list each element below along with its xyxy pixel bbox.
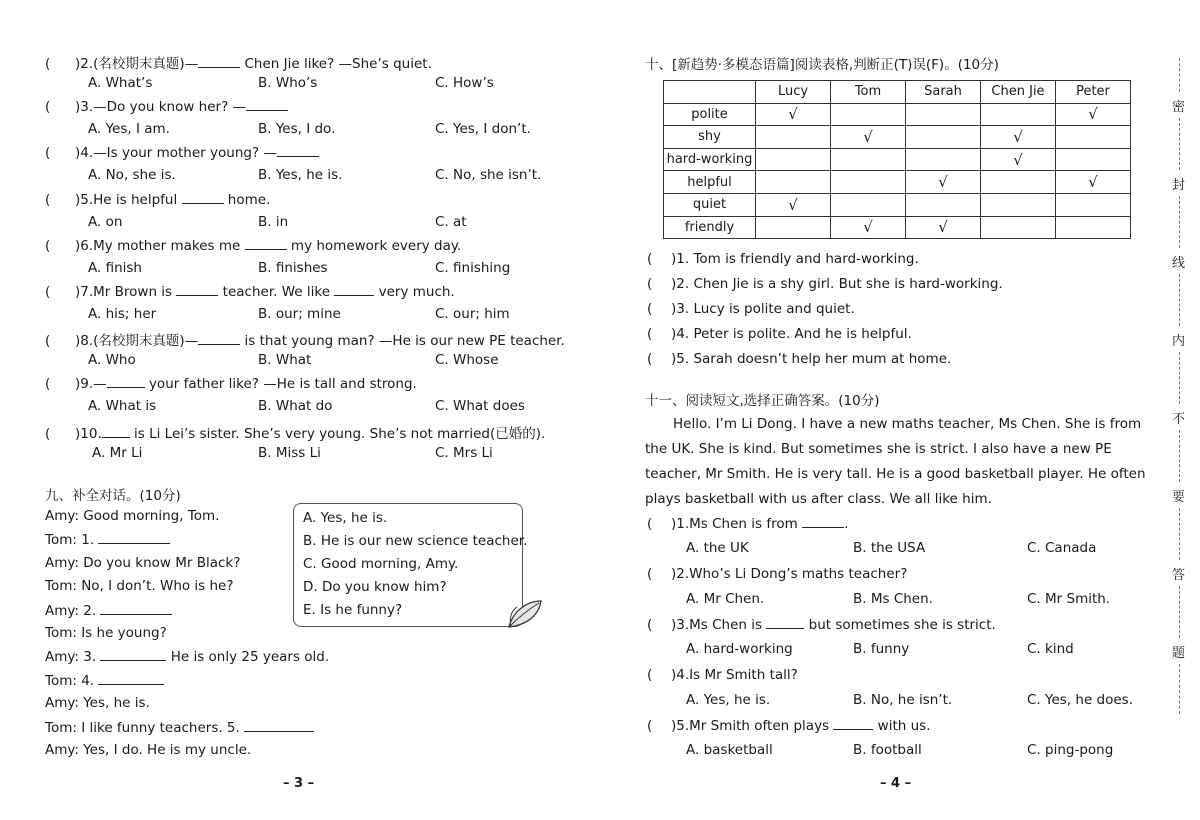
answer-paren: ( [45, 99, 51, 116]
seal-line-char: 题 [1172, 646, 1186, 661]
table-row [664, 103, 1131, 126]
option-c: C. Canada [1027, 540, 1097, 556]
check-mark-icon: √ [938, 218, 948, 237]
table-cell [981, 148, 1056, 171]
seal-line-char: 密 [1172, 100, 1186, 115]
question-row [45, 329, 565, 349]
answer-paren: ( [45, 333, 51, 350]
dialogue-line [45, 672, 164, 689]
table-row [664, 126, 1131, 149]
table-row [664, 193, 1131, 216]
column-header: Lucy [756, 81, 831, 104]
dialogue-text: Tom: 1. [45, 532, 99, 549]
dialogue-line [45, 578, 234, 594]
answer-paren: ( [45, 56, 51, 72]
dialogue-text: Amy: 3. [45, 649, 101, 666]
option-c: C. Mrs Li [435, 444, 493, 461]
option-a: A. What is [88, 398, 157, 415]
column-header: Chen Jie [981, 81, 1056, 104]
option-a: A. Yes, I am. [88, 121, 170, 138]
seal-line-dash [1179, 274, 1180, 326]
question-text: Ms Chen is from [689, 516, 803, 532]
question-text: He is helpful [93, 191, 182, 208]
option-c: C. How’s [435, 75, 494, 91]
question-text: very much. [374, 284, 455, 300]
table-cell [831, 103, 906, 126]
question-row [45, 422, 545, 442]
table-cell [906, 126, 981, 149]
option-b: B. our; mine [258, 306, 341, 322]
check-mark-icon: √ [1088, 173, 1098, 192]
question-row [647, 616, 996, 633]
option-e: E. Is he funny? [303, 602, 403, 618]
question-text: Chen Jie like? —She’s quiet. [240, 56, 432, 72]
question-text: but sometimes she is strict. [804, 617, 996, 634]
table-cell [981, 216, 1056, 239]
check-mark-icon: √ [788, 105, 798, 124]
table-cell [756, 216, 831, 239]
table-cell [906, 148, 981, 171]
answer-paren: ( [647, 617, 653, 634]
option-c: C. Yes, I don’t. [435, 121, 531, 138]
option-b: B. Miss Li [258, 444, 321, 461]
answer-blank [198, 55, 240, 68]
option-c: C. finishing [435, 259, 511, 276]
question-text: (名校期末真题)— [93, 333, 199, 350]
question-text: teacher. We like [218, 284, 335, 300]
option-c: C. kind [1027, 641, 1074, 658]
dialogue-text: Tom: 4. [45, 672, 99, 689]
answer-paren: ( [647, 516, 653, 532]
section10-title: 十、[新趋势·多模态语篇]阅读表格,判断正(T)误(F)。(10分) [645, 57, 999, 73]
answer-blank [98, 531, 170, 544]
table-cell [1056, 216, 1131, 239]
tf-statement: )4. Peter is polite. And he is helpful. [671, 326, 912, 342]
option-b: B. What [258, 352, 312, 369]
question-row [45, 144, 319, 161]
dialogue-text: Amy: Good morning, Tom. [45, 508, 220, 524]
dialogue-text: Tom: No, I don’t. Who is he? [45, 578, 234, 595]
dialogue-text: Amy: Yes, he is. [45, 695, 150, 712]
option-b: B. finishes [258, 259, 328, 276]
table-cell [906, 171, 981, 194]
table-cell [756, 171, 831, 194]
dialogue-text: He is only 25 years old. [166, 649, 330, 666]
question-text: your father like? —He is tall and strong. [144, 376, 417, 393]
seal-line-dash [1179, 430, 1180, 482]
question-text: with us. [873, 718, 931, 735]
question-text: my homework every day. [286, 237, 462, 254]
question-number: )2. [75, 56, 94, 72]
dialogue-text: Amy: 2. [45, 602, 101, 619]
answer-blank [176, 283, 218, 296]
option-c: C. No, she isn’t. [435, 167, 542, 184]
option-a: A. basketball [686, 742, 773, 759]
question-number: )6. [75, 237, 94, 254]
question-row [647, 566, 907, 582]
reading-passage: Hello. I’m Li Dong. I have a new maths teacher, Ms Chen. She is from the UK. She is kind. But sometimes she is strict. I also have a new PE teacher, Mr Smith. He is very tall. He is a good basketball player. He often plays basketball with us after class. We all like him. [645, 416, 1146, 507]
seal-line-char: 不 [1172, 412, 1186, 427]
table-header-row [664, 81, 1131, 104]
dialogue-line [45, 625, 167, 641]
table-row [664, 171, 1131, 194]
question-text: (名校期末真题)— [93, 56, 199, 72]
seal-line-dash [1179, 352, 1180, 404]
question-text: is that young man? —He is our new PE teacher. [240, 333, 565, 350]
row-label: polite [664, 103, 756, 126]
answer-blank [100, 602, 172, 615]
leaf-icon [505, 597, 545, 631]
option-a: A. No, she is. [88, 167, 176, 184]
question-text: Who’s Li Dong’s maths teacher? [689, 565, 908, 582]
question-row [45, 283, 455, 300]
row-label: quiet [664, 193, 756, 216]
tf-row [647, 251, 919, 267]
row-label: friendly [664, 216, 756, 239]
dialogue-line [45, 531, 170, 548]
answer-blank [334, 283, 374, 296]
answer-paren: ( [647, 351, 653, 367]
answer-paren: ( [45, 191, 51, 208]
check-mark-icon: √ [1013, 150, 1023, 169]
answer-paren: ( [647, 326, 653, 342]
answer-blank [833, 717, 873, 730]
answer-blank [107, 375, 145, 388]
answer-paren: ( [45, 237, 51, 254]
option-a: A. finish [88, 259, 142, 276]
question-text: is Li Lei’s sister. She’s very young. She’s not married(已婚的). [129, 425, 546, 442]
table-cell [1056, 126, 1131, 149]
tf-statement: )3. Lucy is polite and quiet. [671, 301, 855, 317]
row-label: shy [664, 126, 756, 149]
table-cell [1056, 193, 1131, 216]
table-cell [756, 126, 831, 149]
option-b: B. Who’s [258, 75, 318, 91]
row-label: helpful [664, 171, 756, 194]
question-row [45, 191, 270, 208]
question-text: . [844, 516, 849, 532]
seal-line-dash [1179, 118, 1180, 170]
answer-paren: ( [647, 301, 653, 317]
dialogue-text: Amy: Yes, I do. He is my uncle. [45, 742, 252, 758]
answer-blank [100, 648, 166, 661]
dialogue-line [45, 648, 329, 665]
option-a: A. Mr Li [92, 444, 143, 461]
table-cell [981, 103, 1056, 126]
option-b: B. What do [258, 398, 333, 415]
column-header: Peter [1056, 81, 1131, 104]
check-mark-icon: √ [1013, 127, 1023, 146]
question-number: )4. [75, 145, 94, 162]
question-number: )7. [75, 284, 94, 300]
seal-line-char: 答 [1172, 568, 1186, 583]
answer-paren: ( [647, 565, 653, 582]
answer-paren: ( [647, 666, 653, 683]
table-cell [906, 193, 981, 216]
option-c: C. What does [435, 398, 525, 415]
option-b: B. the USA [853, 540, 926, 556]
question-number: )5. [75, 191, 94, 208]
answer-paren: ( [647, 718, 653, 735]
table-cell [1056, 148, 1131, 171]
tf-row [647, 276, 1003, 292]
option-a: A. Who [88, 352, 136, 369]
page-number-4: – 4 – [880, 776, 912, 791]
check-mark-icon: √ [788, 195, 798, 214]
seal-line-dash [1179, 586, 1180, 638]
question-row [647, 717, 931, 734]
option-a: A. Yes, he is. [686, 691, 771, 708]
option-a: A. his; her [88, 306, 157, 322]
question-row [647, 667, 798, 683]
question-text: Is Mr Smith tall? [689, 666, 798, 683]
table-cell [1056, 103, 1131, 126]
table-cell [906, 216, 981, 239]
question-text: Ms Chen is [689, 617, 767, 634]
table-cell [981, 171, 1056, 194]
answer-blank [245, 237, 287, 250]
tf-row [647, 326, 912, 342]
answer-blank [198, 332, 240, 345]
seal-line-char: 内 [1172, 334, 1186, 349]
table-cell [831, 193, 906, 216]
question-text: My mother makes me [93, 237, 245, 254]
seal-line-dash [1179, 58, 1180, 92]
table-cell [906, 103, 981, 126]
check-mark-icon: √ [1088, 105, 1098, 124]
seal-line-sidebar [1160, 88, 1200, 738]
answer-blank [182, 191, 224, 204]
dialogue-text: Tom: I like funny teachers. 5. [45, 719, 245, 736]
option-a: A. Mr Chen. [686, 590, 765, 607]
page-number-3: – 3 – [283, 776, 315, 791]
options-box [293, 503, 528, 627]
table-cell [981, 193, 1056, 216]
dialogue-text: Amy: Do you know Mr Black? [45, 554, 241, 571]
answer-paren: ( [647, 251, 653, 267]
answer-blank [246, 98, 288, 111]
tf-statement: )5. Sarah doesn’t help her mum at home. [671, 351, 952, 367]
question-number: )3. [75, 99, 94, 116]
check-mark-icon: √ [863, 127, 873, 146]
seal-line-char: 线 [1172, 256, 1186, 271]
check-mark-icon: √ [863, 218, 873, 237]
table-row [664, 148, 1131, 171]
option-a: A. What’s [88, 75, 153, 91]
table-cell [831, 216, 906, 239]
tf-row [647, 351, 951, 367]
row-label: hard-working [664, 148, 756, 171]
seal-line-dash [1179, 664, 1180, 714]
table-row [664, 216, 1131, 239]
table-cell [831, 171, 906, 194]
question-text: Mr Smith often plays [689, 718, 834, 735]
question-text: —Do you know her? — [93, 99, 247, 116]
question-number: )3. [671, 617, 690, 634]
seal-line-char: 封 [1172, 178, 1186, 193]
table-cell [756, 103, 831, 126]
question-number: )9. [75, 376, 94, 393]
option-a: A. Yes, he is. [303, 510, 388, 526]
option-a: A. the UK [686, 540, 749, 556]
question-text: — [93, 376, 107, 393]
question-number: )4. [671, 666, 690, 683]
check-mark-icon: √ [938, 173, 948, 192]
option-c: C. Yes, he does. [1027, 691, 1133, 708]
answer-blank [766, 616, 804, 629]
answer-blank [802, 515, 844, 528]
option-b: B. He is our new science teacher. [303, 533, 528, 549]
dialogue-line [45, 555, 240, 571]
seal-line-dash [1179, 508, 1180, 560]
option-c: C. Good morning, Amy. [303, 556, 459, 572]
question-number: )2. [671, 565, 690, 582]
tf-row [647, 301, 855, 317]
option-c: C. Whose [435, 352, 499, 369]
option-c: C. ping-pong [1027, 742, 1114, 759]
dialogue-text: Tom: Is he young? [45, 625, 167, 641]
answer-blank [244, 719, 314, 732]
section11-title: 十一、阅读短文,选择正确答案。(10分) [645, 393, 880, 409]
dialogue-line [45, 719, 314, 736]
trait-table [663, 80, 1131, 239]
answer-paren: ( [45, 145, 51, 162]
option-b: B. Yes, he is. [258, 167, 343, 184]
question-number: )8. [75, 333, 94, 350]
option-b: B. in [258, 213, 289, 230]
option-c: C. our; him [435, 306, 510, 322]
dialogue-line [45, 742, 251, 758]
option-c: C. at [435, 213, 467, 230]
answer-blank [98, 672, 164, 685]
table-cell [981, 126, 1056, 149]
option-b: B. No, he isn’t. [853, 691, 953, 708]
question-row [45, 52, 432, 72]
option-b: B. Yes, I do. [258, 121, 336, 138]
option-b: B. Ms Chen. [853, 590, 933, 607]
table-cell [831, 126, 906, 149]
question-number: )10. [75, 425, 102, 442]
answer-paren: ( [45, 425, 51, 442]
dialogue-line [45, 695, 150, 711]
answer-blank [102, 425, 130, 438]
seal-line-char: 要 [1172, 490, 1186, 505]
option-c: C. Mr Smith. [1027, 590, 1111, 607]
question-text: home. [223, 191, 271, 208]
table-cell [756, 193, 831, 216]
dialogue-line [45, 602, 172, 619]
question-text: Mr Brown is [93, 284, 177, 300]
question-row [45, 237, 461, 254]
table-cell [756, 148, 831, 171]
seal-line-dash [1179, 196, 1180, 248]
section9-title: 九、补全对话。(10分) [45, 488, 181, 504]
option-b: B. football [853, 742, 922, 759]
table-cell [831, 148, 906, 171]
option-d: D. Do you know him? [303, 579, 447, 595]
option-a: A. hard-working [686, 641, 793, 658]
tf-statement: )2. Chen Jie is a shy girl. But she is hard-working. [671, 276, 1003, 292]
answer-paren: ( [45, 284, 51, 300]
question-text: —Is your mother young? — [93, 145, 277, 162]
answer-blank [277, 144, 319, 157]
column-header: Tom [831, 81, 906, 104]
dialogue-line [45, 508, 219, 524]
table-cell [1056, 171, 1131, 194]
option-b: B. funny [853, 641, 910, 658]
question-row [647, 515, 848, 532]
question-number: )1. [671, 516, 690, 532]
column-header: Sarah [906, 81, 981, 104]
answer-paren: ( [647, 276, 653, 292]
question-number: )5. [671, 718, 690, 735]
question-row [45, 98, 288, 115]
table-corner [664, 81, 756, 104]
question-row [45, 375, 417, 392]
option-a: A. on [88, 213, 123, 230]
tf-statement: )1. Tom is friendly and hard-working. [671, 251, 919, 267]
answer-paren: ( [45, 376, 51, 393]
